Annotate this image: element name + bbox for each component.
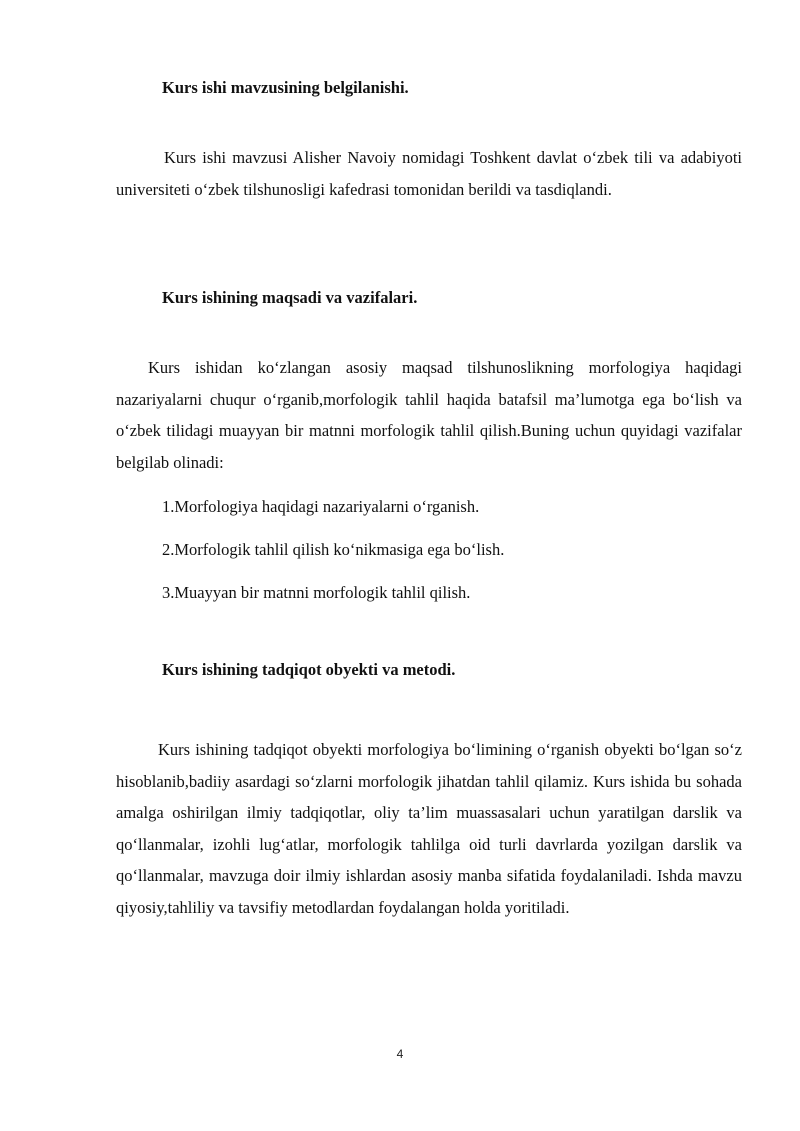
section-heading-goals: Kurs ishining maqsadi va vazifalari. xyxy=(162,288,418,307)
paragraph-goals: Kurs ishidan ko‘zlangan asosiy maqsad tilshunoslikning morfologiya haqidagi nazariyalarni chuqur o‘rganib,morfologik tahlil haqida batafsil ma’lumotga ega bo‘lish va o‘zbek tilidagi muayyan bir matnni morfologik tahlil qilish.Buning uchun quyidagi vazifalar belgilab olinadi: xyxy=(116,358,742,472)
section-heading-topic: Kurs ishi mavzusining belgilanishi. xyxy=(162,78,409,97)
list-item: 3.Muayyan bir matnni morfologik tahlil qilish. xyxy=(162,583,471,602)
paragraph-object-method: Kurs ishining tadqiqot obyekti morfologiya bo‘limining o‘rganish obyekti bo‘lgan so‘z hisoblanib,badiiy asardagi so‘zlarni morfologik jihatdan tahlil qilamiz. Kurs ishida bu sohada amalga oshirilgan ilmiy tadqiqotlar, oliy ta’lim muassasalari uchun yaratilgan darslik va qo‘llanmalar, izohli lug‘atlar, morfologik tahlilga oid turli davrlarda yozilgan darslik va qo‘llanmalar, mavzuga doir ilmiy ishlardan asosiy manba sifatida foydalaniladi. Ishda mavzu qiyosiy,tahliliy va tavsifiy metodlardan foydalangan holda yoritiladi. xyxy=(116,740,742,917)
section-heading-object-method: Kurs ishining tadqiqot obyekti va metodi. xyxy=(162,660,456,679)
list-item: 1.Morfologiya haqidagi nazariyalarni o‘rganish. xyxy=(162,497,480,516)
page-number: 4 xyxy=(396,1047,404,1061)
paragraph-topic: Kurs ishi mavzusi Alisher Navoiy nomidagi Toshkent davlat o‘zbek tili va adabiyoti universiteti o‘zbek tilshunosligi kafedrasi tomonidan berildi va tasdiqlandi. xyxy=(116,148,742,199)
list-item: 2.Morfologik tahlil qilish ko‘nikmasiga ega bo‘lish. xyxy=(162,540,505,559)
